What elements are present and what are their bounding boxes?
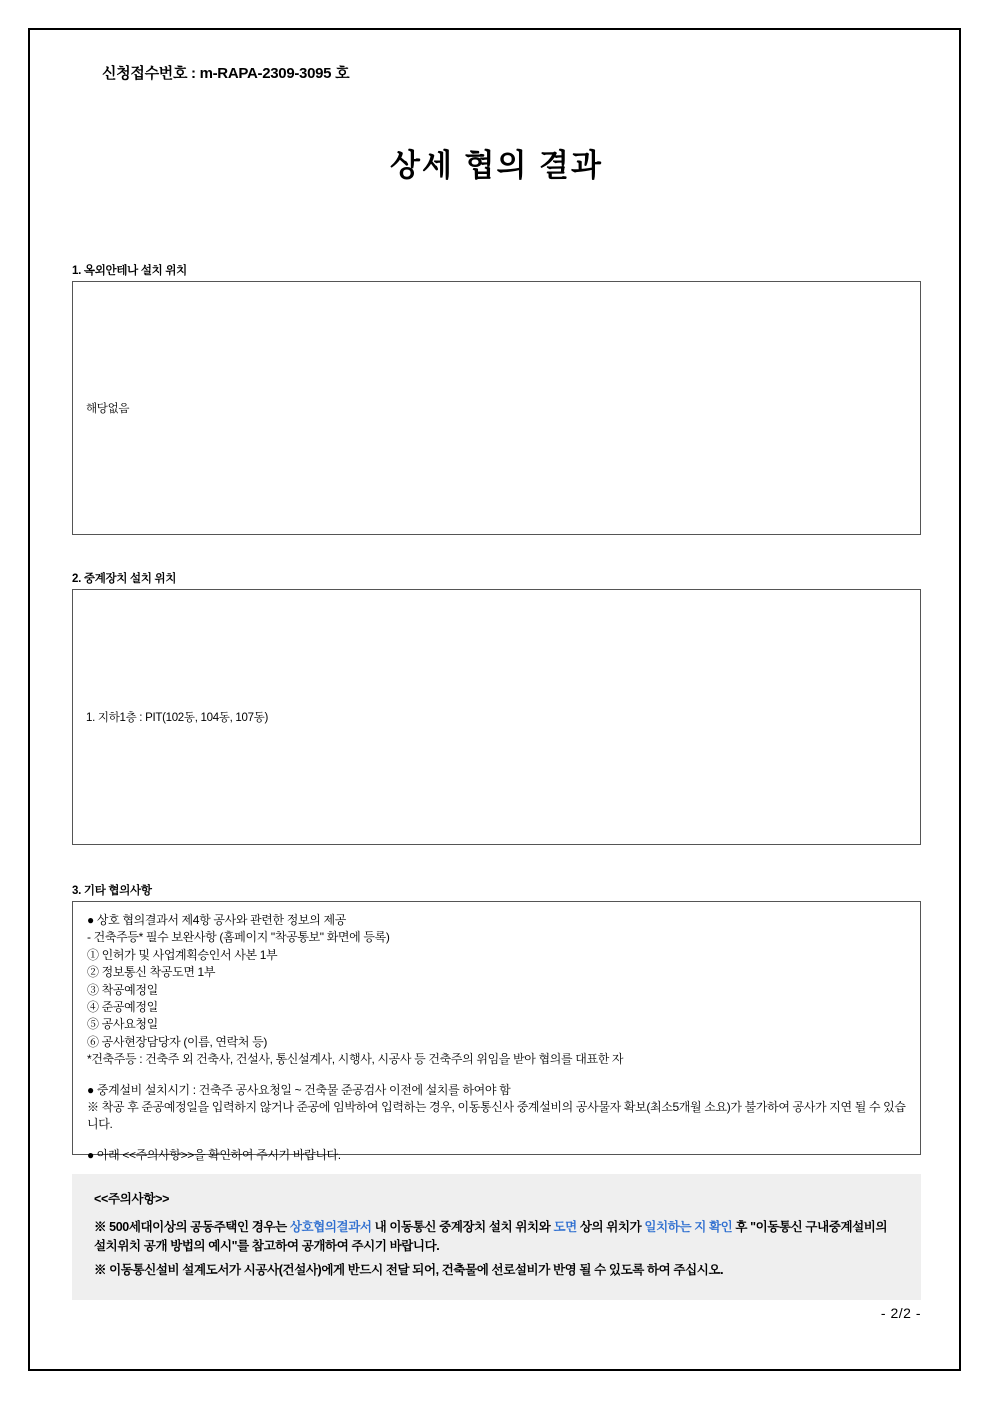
agreement-line: ② 정보통신 착공도면 1부 (87, 965, 216, 980)
notice-text-c: 내 이동통신 중계장치 설치 위치와 (371, 1219, 554, 1234)
section-relay-device (72, 570, 921, 845)
section-2-content: 1. 지하1층 : PIT(102동, 104동, 107동) (86, 712, 269, 724)
section-3-label: 3. 기타 협의사항 (72, 885, 152, 897)
page-title: 상세 협의 결과 (390, 148, 603, 183)
section-2-label: 2. 중계장치 설치 위치 (72, 573, 177, 585)
notice-text-g: 후 "이동통신 구내중계설비의 설치위치 공개 방법의 예시"를 참고하여 공개하여 주시기 바랍니다. (94, 1219, 888, 1253)
section-2-box (72, 589, 921, 845)
notice-line-1 (94, 1218, 899, 1256)
agreement-line: ● 아래 <<주의사항>>을 확인하여 주시기 바랍니다. (87, 1147, 341, 1162)
section-outdoor-antenna (72, 262, 921, 535)
section-other-agreements (72, 882, 921, 1162)
notice-link-match-check: 일치하는 지 확인 (644, 1219, 733, 1234)
agreement-line: ③ 착공예정일 (87, 982, 158, 997)
agreement-line: ① 인허가 및 사업계획승인서 사본 1부 (87, 947, 278, 962)
agreement-line: ● 상호 협의결과서 제4항 공사와 관련한 정보의 제공 (87, 913, 346, 927)
section-3-box (72, 901, 921, 1162)
notice-line-2: ※ 이동통신설비 설계도서가 시공사(건설사)에게 반드시 전달 되어, 건축물에 선로설비가 반영 될 수 있도록 하여 주십시오. (94, 1263, 724, 1278)
agreement-line: ※ 착공 후 준공예정일을 입력하지 않거나 준공에 임박하여 입력하는 경우, 이동통신사 중계설비의 공사물자 확보(최소5개월 소요)가 불가하여 공사가 지연 될 수 있습니다. (87, 1099, 906, 1132)
agreement-line: - 건축주등* 필수 보완사항 (홈페이지 "착공통보" 화면에 등록) (87, 930, 390, 945)
section-1-box (72, 281, 921, 535)
section-1-content: 해당없음 (86, 403, 130, 415)
document-page (28, 28, 961, 1371)
agreement-line: *건축주등 : 건축주 외 건축사, 건설사, 통신설계사, 시행사, 시공사 등 건축주의 위임을 받아 협의를 대표한 자 (87, 1052, 624, 1067)
page-number: - 2/2 - (880, 1305, 921, 1321)
agreement-line: ⑥ 공사현장담당자 (이름, 연락처 등) (87, 1034, 268, 1049)
agreement-line: ④ 준공예정일 (87, 999, 158, 1014)
notice-link-agreement: 상호협의결과서 (289, 1219, 372, 1234)
notice-text-a: ※ 500세대이상의 공동주택인 경우는 (94, 1219, 290, 1234)
notice-link-drawing: 도면 (553, 1219, 577, 1234)
notice-heading: <<주의사항>> (94, 1192, 170, 1206)
notice-block (72, 1174, 921, 1300)
notice-text-e: 상의 위치가 (576, 1219, 645, 1234)
page-inner (72, 30, 921, 1369)
receipt-number: 신청접수번호 : m-RAPA-2309-3095 호 (102, 65, 350, 82)
agreement-line: ● 중계설비 설치시기 : 건축주 공사요청일 ~ 건축물 준공검사 이전에 설치를 하여야 함 (87, 1082, 511, 1097)
agreement-line: ⑤ 공사요청일 (87, 1017, 158, 1032)
section-1-label: 1. 옥외안테나 설치 위치 (72, 265, 187, 277)
